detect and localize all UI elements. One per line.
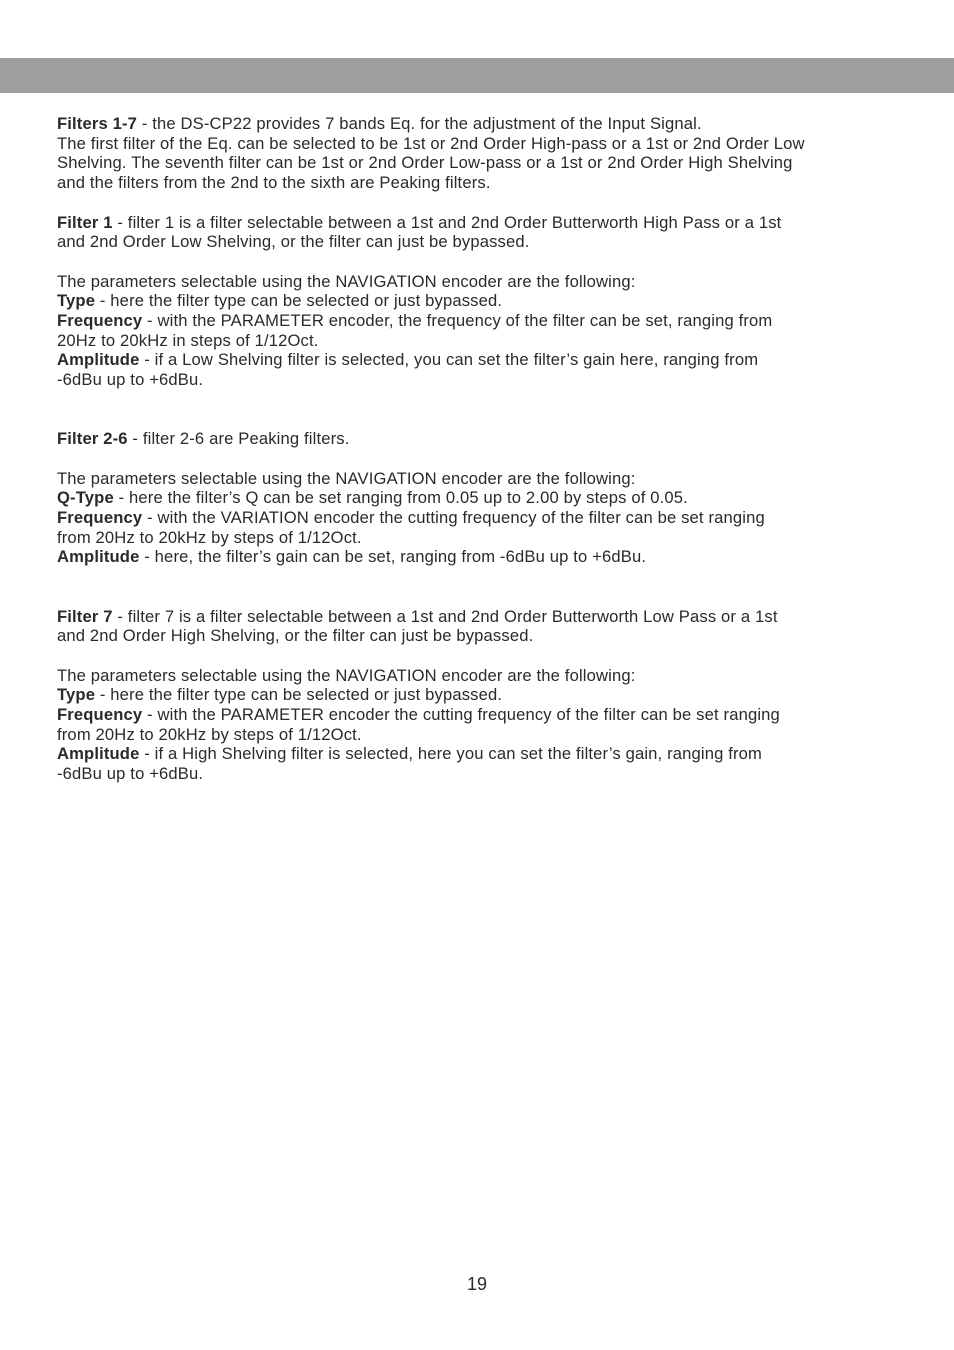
- text-line: Shelving. The seventh filter can be 1st or 2nd Order Low-pass or a 1st or 2nd Order High Shelving: [57, 153, 793, 173]
- text-line: from 20Hz to 20kHz by steps of 1/12Oct.: [57, 724, 362, 744]
- header-bar: [0, 58, 954, 93]
- filters-1-7-intro: Filters 1-7 - the DS-CP22 provides 7 bands Eq. for the adjustment of the Input Signal.: [57, 114, 702, 133]
- filter-2-6-qtype: Q-Type - here the filter’s Q can be set ranging from 0.05 up to 2.00 by steps of 0.05.: [57, 488, 688, 508]
- filter-7-frequency: Frequency - with the PARAMETER encoder the cutting frequency of the filter can be set ranging: [57, 705, 780, 724]
- text-line: -6dBu up to +6dBu.: [57, 370, 204, 390]
- filter-2-6-amplitude: Amplitude - here, the filter’s gain can be set, ranging from -6dBu up to +6dBu.: [57, 547, 647, 567]
- filter-7-heading: Filter 7 - filter 7 is a filter selectable between a 1st and 2nd Order Butterworth Low Pass or a 1st: [57, 606, 778, 626]
- filter-2-6-frequency: Frequency - with the VARIATION encoder the cutting frequency of the filter can be set ranging: [57, 508, 765, 527]
- filter-2-6-heading: Filter 2-6 - filter 2-6 are Peaking filters.: [57, 429, 350, 449]
- filter-1-frequency: Frequency - with the PARAMETER encoder, the frequency of the filter can be set, ranging from: [57, 311, 773, 330]
- text-line: and the filters from the 2nd to the sixth are Peaking filters.: [57, 173, 491, 193]
- filter-7-type: Type - here the filter type can be selected or just bypassed.: [57, 685, 503, 705]
- page-number: 19: [466, 1274, 488, 1294]
- text-line: from 20Hz to 20kHz by steps of 1/12Oct.: [57, 527, 362, 547]
- text-line: 20Hz to 20kHz in steps of 1/12Oct.: [57, 330, 319, 350]
- text-line: and 2nd Order Low Shelving, or the filter can just be bypassed.: [57, 232, 530, 252]
- parameters-intro: The parameters selectable using the NAVIGATION encoder are the following:: [57, 665, 636, 685]
- filter-1-type: Type - here the filter type can be selected or just bypassed.: [57, 291, 503, 311]
- filter-7-label: Filter 7: [57, 606, 113, 626]
- filter-1-heading: Filter 1 - filter 1 is a filter selectable between a 1st and 2nd Order Butterworth High Pass or a 1st: [57, 212, 782, 232]
- filter-1-amplitude: Amplitude - if a Low Shelving filter is selected, you can set the filter’s gain here, ranging from: [57, 350, 759, 370]
- text-line: -6dBu up to +6dBu.: [57, 764, 204, 784]
- text-line: The first filter of the Eq. can be selected to be 1st or 2nd Order High-pass or a 1st or 2nd Order Low: [57, 133, 805, 153]
- parameters-intro: The parameters selectable using the NAVIGATION encoder are the following:: [57, 271, 636, 291]
- filter-1-label: Filter 1: [57, 212, 113, 232]
- page-content: [57, 114, 902, 784]
- text-line: and 2nd Order High Shelving, or the filter can just be bypassed.: [57, 626, 534, 646]
- filters-1-7-label: Filters 1-7: [57, 114, 138, 133]
- filter-7-amplitude: Amplitude - if a High Shelving filter is selected, here you can set the filter’s gain, ranging from: [57, 744, 763, 764]
- filter-2-6-label: Filter 2-6: [57, 429, 128, 449]
- parameters-intro: The parameters selectable using the NAVIGATION encoder are the following:: [57, 468, 636, 488]
